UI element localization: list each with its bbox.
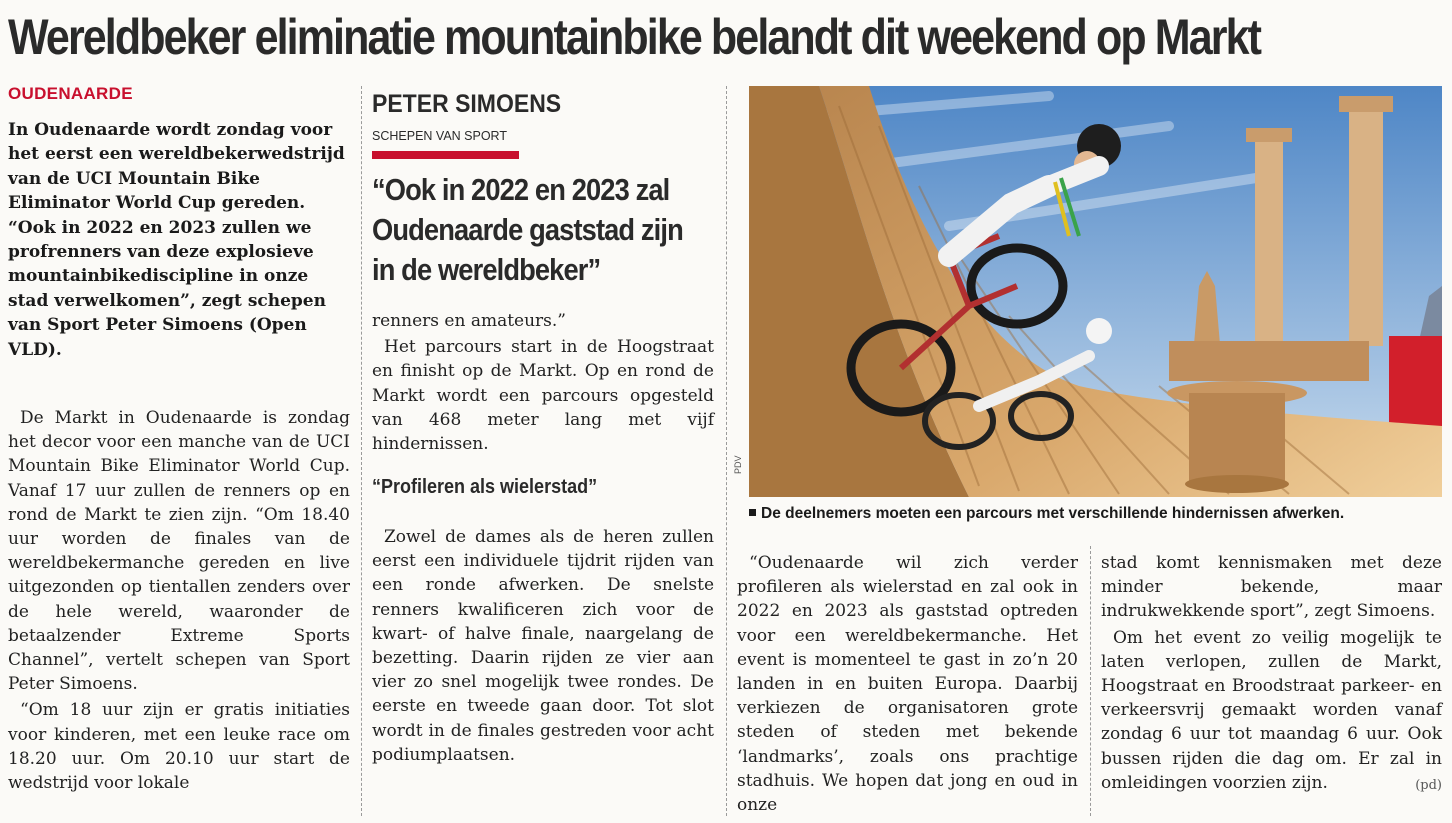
- paragraph-text: Om het event zo veilig mogelijk te laten verlopen, zullen de Markt, Hoogstraat en Broodstraat parkeer- en verkeersvrij gemaakt worden vanaf zondag 6 uur tot maandag 6 uur. Ook bussen rijden die dag om. Er zal in omleidingen voorzien zijn.: [1101, 627, 1442, 793]
- body-column-2-bottom: [372, 525, 714, 767]
- paragraph: renners en amateurs.”: [372, 311, 566, 331]
- paragraph: De Markt in Oudenaarde is zondag het decor voor een manche van de UCI Mountain Bike Eliminator World Cup. Vanaf 17 uur zullen de renners op en rond de Markt te zien zijn. “Om 18.40 uur worden de finales van de wereldbekermanche gereden en live uitgezonden op tientallen zenders over de hele wereld, waaronder de betaalzender Extreme Sports Channel”, vertelt schepen van Sport Peter Simoens.: [8, 408, 350, 695]
- interviewee-name: PETER SIMOENS: [372, 90, 562, 118]
- section-subhead: “Profileren als wielerstad”: [372, 476, 598, 498]
- paragraph: “Oudenaarde wil zich verder profileren als wielerstad en zal ook in 2022 en 2023 als gaststad optreden voor een wereldbekermanche. Het event is momenteel te gast in zo’n 20 landen in en buiten Europa. Daarbij verkiezen de organisatoren grote steden of steden met bekende ‘landmarks’, zoals ons prachtige stadhuis. We hopen dat jong en oud in onze: [737, 553, 1078, 816]
- article-photo: [749, 86, 1442, 497]
- caption-bullet: [749, 509, 756, 516]
- photo-credit: PDV: [733, 455, 743, 474]
- headline: Wereldbeker eliminatie mountainbike belandt dit weekend op Markt: [8, 9, 1261, 65]
- interviewee-role: SCHEPEN VAN SPORT: [372, 129, 507, 143]
- column-divider: [361, 86, 362, 816]
- paragraph: “Om 18 uur zijn er gratis initiaties voor kinderen, met een leuke race om 18.20 uur. Om 20.10 uur start de wedstrijd voor lokale: [8, 700, 350, 794]
- article-lead: In Oudenaarde wordt zondag voor het eerst een wereldbekerwedstrijd van de UCI Mountain Bike Eliminator World Cup gereden. “Ook in 2022 en 2023 zullen we profrenners van deze explosieve mountainbikediscipline in onze stad verwelkomen”, zegt schepen van Sport Peter Simoens (Open VLD).: [8, 120, 345, 360]
- location-kicker: OUDENAARDE: [8, 84, 133, 103]
- pull-quote: “Ook in 2022 en 2023 zal Oudenaarde gaststad zijn in de wereldbeker”: [372, 172, 683, 287]
- author-tag: (pd): [1415, 777, 1442, 793]
- caption-text: De deelnemers moeten een parcours met verschillende hindernissen afwerken.: [761, 505, 1345, 522]
- paragraph: Het parcours start in de Hoogstraat en finisht op de Markt. Op en rond de Markt wordt een parcours opgesteld van 468 meter lang met vijf hindernissen.: [372, 337, 714, 455]
- column-divider: [726, 86, 727, 816]
- paragraph: stad komt kennismaken met deze minder bekende, maar indrukwekkende sport”, zegt Simoens.: [1101, 553, 1442, 622]
- photo-caption: [749, 505, 1344, 523]
- mountainbike-wallride-illustration: [749, 86, 1442, 497]
- column-divider: [1090, 546, 1091, 816]
- body-column-2-top: [372, 309, 714, 456]
- accent-bar: [372, 151, 519, 159]
- body-column-3: [737, 551, 1078, 817]
- body-column-4: [1101, 551, 1442, 798]
- body-column-1: [8, 406, 350, 795]
- paragraph: Zowel de dames als de heren zullen eerst een individuele tijdrit rijden van een ronde afwerken. De snelste renners kwalificeren zich voor de kwart- of halve finale, naargelang de bezetting. Daarin rijden ze vier aan vier zo snel mogelijk twee rondes. De eerste en tweede gaan door. Tot slot wordt in de finales gestreden voor acht podiumplaatsen.: [372, 527, 714, 765]
- paragraph: [1101, 626, 1442, 795]
